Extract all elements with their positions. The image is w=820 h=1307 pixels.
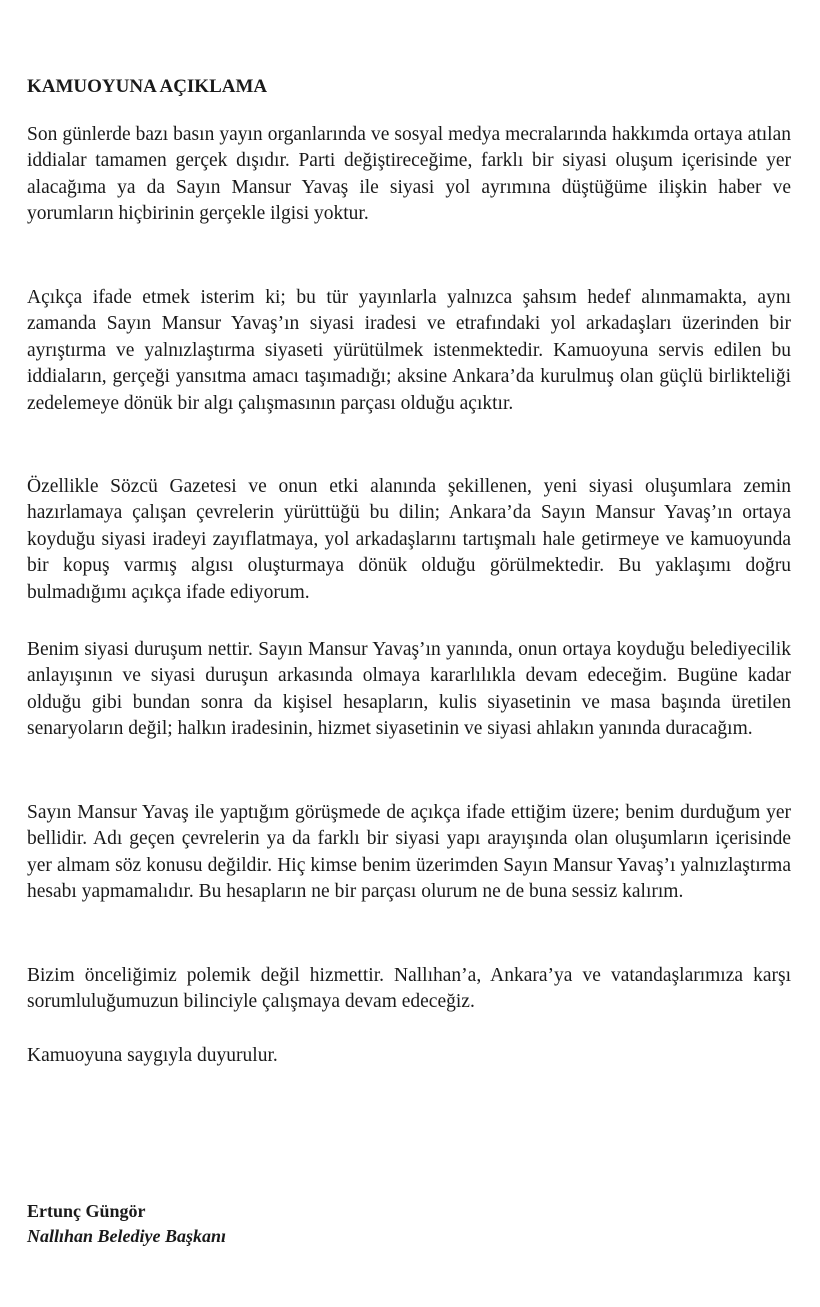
paragraph-2: Açıkça ifade etmek isterim ki; bu tür yayınlarla yalnızca şahsım hedef alınmamakta, aynı zamanda Sayın Mansur Yavaş’ın siyasi iradesi ve etrafındaki yol arkadaşları üzerinden bir ayrıştırma ve yalnızlaştırma siyaseti yürütülmek istenmektedir. Kamuoyuna servis edilen bu iddiaların, gerçeği yansıtma amacı taşımadığı; aksine Ankara’da kurulmuş olan güçlü birlikteliği zedelemeye dönük bir algı çalışmasının parçası olduğu açıktır.	[27, 287, 791, 414]
paragraph-6: Bizim önceliğimiz polemik değil hizmettir. Nallıhan’a, Ankara’ya ve vatandaşlarımıza karşı sorumluluğumuzun bilinciyle çalışmaya devam edeceğiz.	[27, 965, 791, 1013]
statement-document	[27, 0, 791, 1307]
paragraph-1: Son günlerde bazı basın yayın organlarında ve sosyal medya mecralarında hakkımda ortaya atılan iddialar tamamen gerçek dışıdır. Parti değiştireceğime, farklı bir siyasi oluşum içerisinde yer alacağıma ya da Sayın Mansur Yavaş ile siyasi yol ayrımına düştüğüme ilişkin haber ve yorumların hiçbirinin gerçekle ilgisi yoktur.	[27, 124, 791, 225]
paragraph-3: Özellikle Sözcü Gazetesi ve onun etki alanında şekillenen, yeni siyasi oluşumlara zemin hazırlamaya çalışan çevrelerin yürüttüğü bu dilin; Ankara’da Sayın Mansur Yavaş’ın ortaya koyduğu siyasi iradeyi zayıflatmaya, yol arkadaşlarını tartışmalı hale getirmeye ve kamuoyunda bir kopuş varmış algısı oluşturmaya dönük olduğu görülmektedir. Bu yaklaşımı doğru bulmadığımı açıkça ifade ediyorum.	[27, 476, 791, 603]
paragraph-4: Benim siyasi duruşum nettir. Sayın Mansur Yavaş’ın yanında, onun ortaya koyduğu belediyecilik anlayışının ve siyasi duruşun arkasında olmaya kararlılıkla devam edeceğim. Bugüne kadar olduğu gibi bundan sonra da kişisel hesapların, kulis siyasetinin ve masa başında üretilen senaryoların değil; halkın iradesinin, hizmet siyasetinin ve siyasi ahlakın yanında duracağım.	[27, 639, 791, 740]
document-title: KAMUOYUNA AÇIKLAMA	[27, 76, 268, 97]
signature-name: Ertunç Güngör	[27, 1201, 146, 1221]
closing-line: Kamuoyuna saygıyla duyurulur.	[27, 1045, 278, 1066]
paragraph-5: Sayın Mansur Yavaş ile yaptığım görüşmede de açıkça ifade ettiğim üzere; benim durduğum yer bellidir. Adı geçen çevrelerin ya da farklı bir siyasi yapı arayışında olan oluşumların içerisinde yer almam söz konusu değildir. Hiç kimse benim üzerimden Sayın Mansur Yavaş’ı yalnızlaştırma hesabı yapmamalıdır. Bu hesapların ne bir parçası olurum ne de buna sessiz kalırım.	[27, 802, 791, 903]
signature-title: Nallıhan Belediye Başkanı	[27, 1226, 227, 1246]
